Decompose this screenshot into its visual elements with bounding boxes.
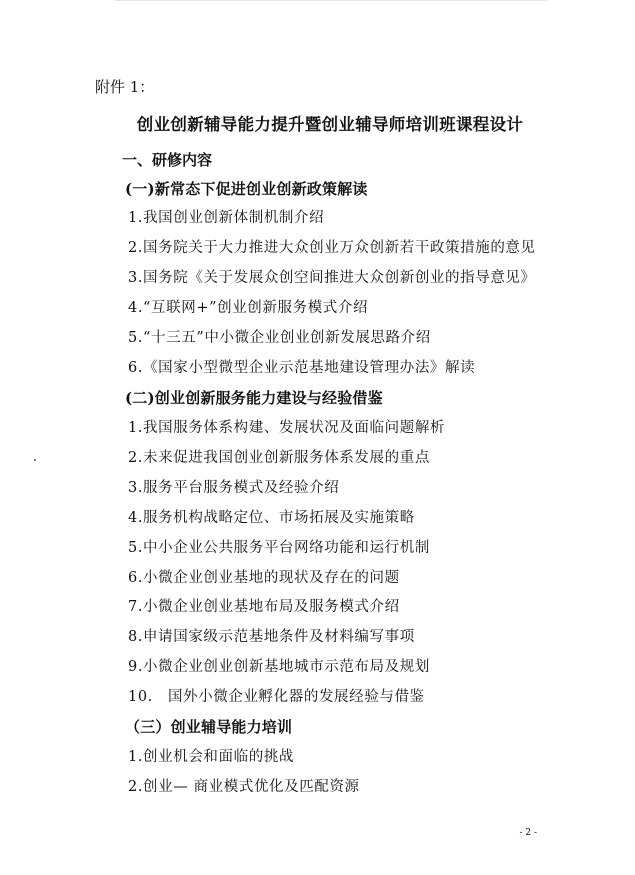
page-top-rule bbox=[115, 0, 547, 1]
section-title: （三）创业辅导能力培训 bbox=[125, 718, 293, 736]
list-item: 5.“十三五”中小微企业创业创新发展思路介绍 bbox=[128, 330, 431, 346]
list-item: 7.小微企业创业基地布局及服务模式介绍 bbox=[128, 599, 400, 615]
list-item: 1.创业机会和面临的挑战 bbox=[128, 749, 295, 765]
list-item: 3.国务院《关于发展众创空间推进大众创新创业的指导意见》 bbox=[128, 270, 536, 286]
section-title: (二)创业创新服务能力建设与经验借鉴 bbox=[125, 389, 383, 407]
list-item: 6.小微企业创业基地的现状及存在的问题 bbox=[128, 570, 400, 586]
list-item: 3.服务平台服务模式及经验介绍 bbox=[128, 480, 340, 496]
list-item: 2.创业— 商业模式优化及匹配资源 bbox=[128, 779, 360, 795]
document-title: 创业创新辅导能力提升暨创业辅导师培训班课程设计 bbox=[136, 115, 524, 134]
heading-research-content: 一、研修内容 bbox=[122, 151, 213, 169]
list-item: 2.国务院关于大力推进大众创业万众创新若干政策措施的意见 bbox=[128, 240, 536, 256]
list-item: 1.我国创业创新体制机制介绍 bbox=[128, 210, 325, 226]
list-item: 4.“互联网+”创业创新服务模式介绍 bbox=[128, 300, 369, 316]
list-item: 4.服务机构战略定位、市场拓展及实施策略 bbox=[128, 510, 415, 526]
list-item: 1.我国服务体系构建、发展状况及面临问题解析 bbox=[128, 420, 446, 436]
list-item: 6.《国家小型微型企业示范基地建设管理办法》解读 bbox=[128, 360, 476, 376]
list-item: 5.中小企业公共服务平台网络功能和运行机制 bbox=[128, 540, 430, 556]
list-item: 8.申请国家级示范基地条件及材料编写事项 bbox=[128, 629, 415, 645]
page-number: - 2 - bbox=[519, 828, 537, 838]
section-title: (一)新常态下促进创业创新政策解读 bbox=[125, 180, 368, 198]
list-item: 2.未来促进我国创业创新服务体系发展的重点 bbox=[128, 450, 430, 466]
list-item: 9.小微企业创业创新基地城市示范布局及规划 bbox=[128, 659, 430, 675]
list-item: 10. 国外小微企业孵化器的发展经验与借鉴 bbox=[128, 689, 425, 705]
margin-dot bbox=[34, 459, 36, 461]
attachment-label: 附件 1： bbox=[95, 78, 155, 96]
